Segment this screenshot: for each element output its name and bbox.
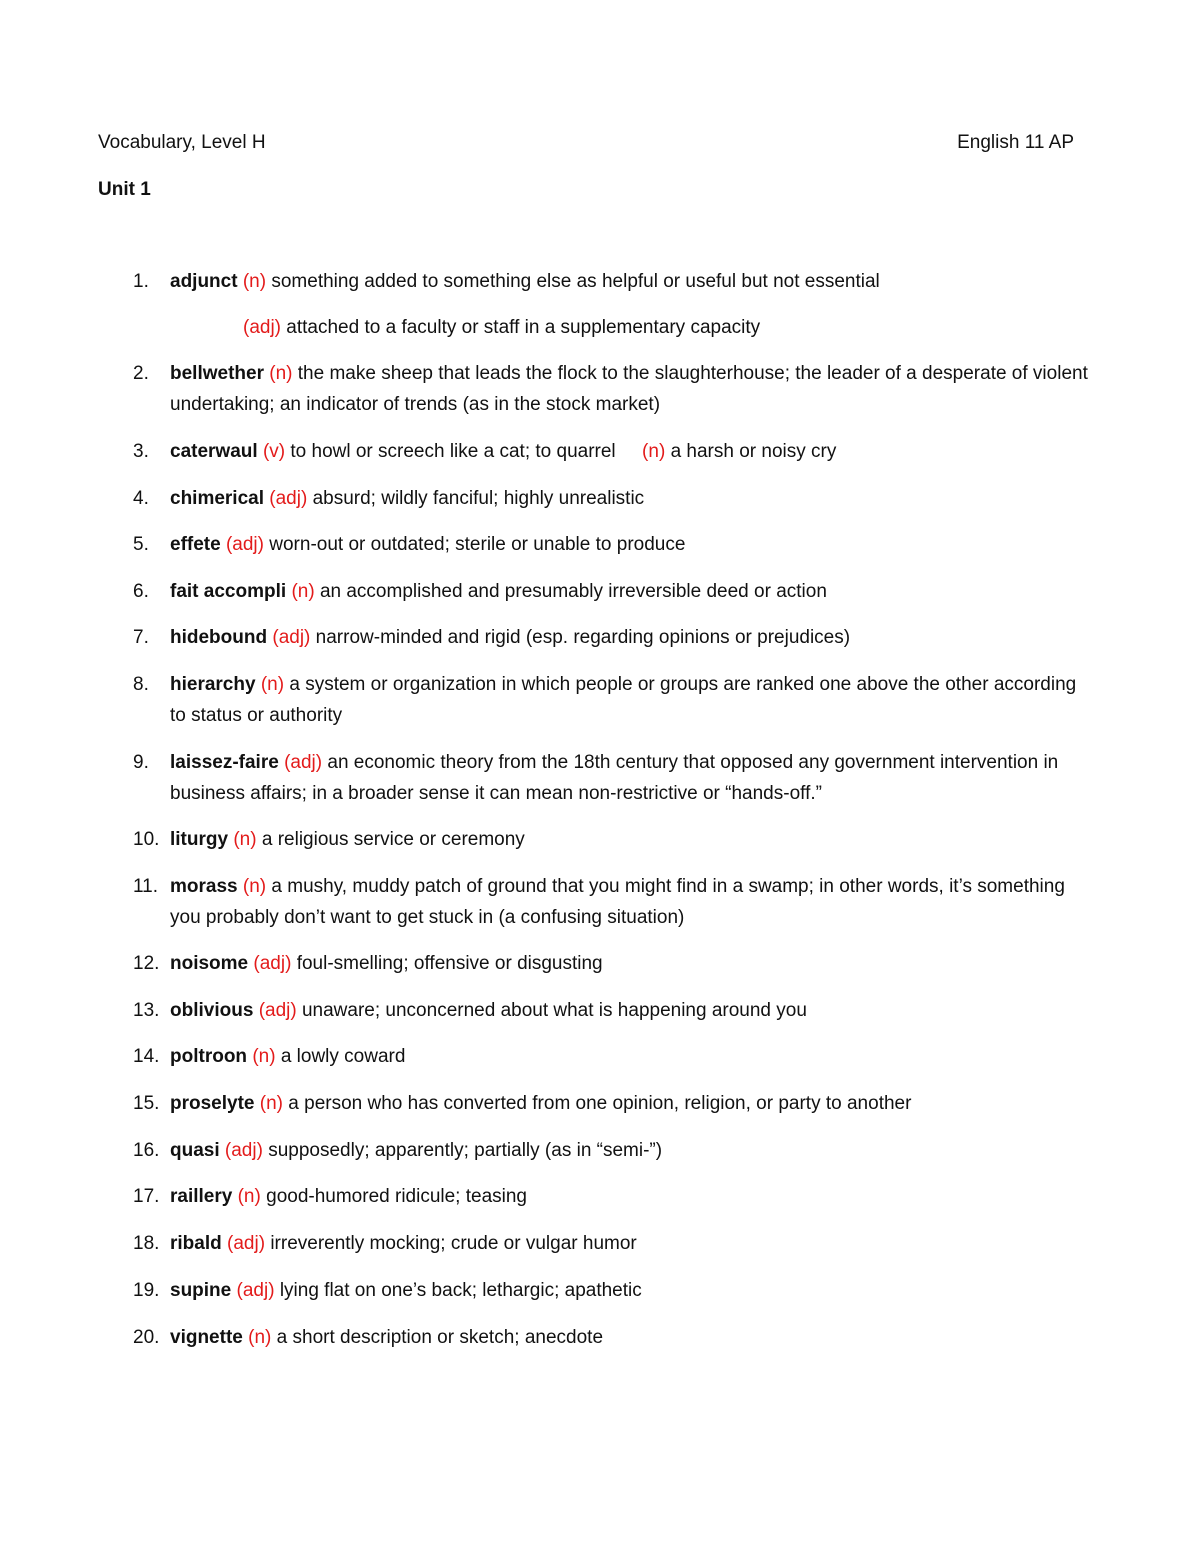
part-of-speech: (n) [242,876,267,897]
vocab-entry [133,1322,1093,1353]
entry-body [170,358,1093,420]
entry-number: 8. [133,674,149,695]
entry-body [170,1275,1093,1306]
entry-body [170,483,1093,514]
vocab-term: fait accompli [170,581,287,602]
part-of-speech: (n) [260,674,285,695]
vocab-term: raillery [170,1186,233,1207]
part-of-speech: (n) [237,1186,261,1207]
part-of-speech: (adj) [236,1280,275,1301]
part-of-speech: (n) [259,1093,283,1114]
vocab-entry [133,747,1093,809]
vocab-term: poltroon [170,1046,248,1067]
vocab-term: quasi [170,1140,220,1161]
entry-number: 18. [133,1233,160,1254]
definition: an accomplished and presumably irreversible deed or action [319,581,827,602]
vocab-term: proselyte [170,1093,255,1114]
definition: something added to something else as helpful or useful but not essential [271,271,880,292]
vocab-term: morass [170,876,238,897]
definition: a system or organization in which people or groups are ranked one above the other according to status or authority [170,674,1077,726]
entry-body [170,1322,1093,1353]
part-of-speech: (n) [269,363,293,384]
definition: supposedly; apparently; partially (as in “semi-”) [268,1140,663,1161]
definition: narrow-minded and rigid (esp. regarding opinions or prejudices) [315,627,851,648]
entry-body [170,529,1093,560]
vocab-entry [133,669,1093,731]
vocab-entry [133,622,1093,653]
unit-title: Unit 1 [98,179,151,200]
part-of-speech: (adj) [284,752,323,773]
entry-body [170,824,1093,855]
entry-number: 3. [133,441,149,462]
vocab-term: oblivious [170,1000,254,1021]
part-of-speech: (n) [248,1327,272,1348]
entry-body [170,1181,1093,1212]
page-header [98,130,1074,156]
entry-number: 11. [133,876,159,897]
definition: foul-smelling; offensive or disgusting [296,953,603,974]
secondary-definition-line [243,312,760,343]
entry-number: 1. [133,271,149,292]
vocab-term: hidebound [170,627,268,648]
vocab-term: effete [170,534,221,555]
definition: worn-out or outdated; sterile or unable to produce [269,534,686,555]
entry-number: 9. [133,752,149,773]
definition-secondary: a harsh or noisy cry [670,441,837,462]
definition: to howl or screech like a cat; to quarrel [290,441,616,462]
vocab-entry [133,1275,1093,1306]
entry-number: 17. [133,1186,160,1207]
vocab-entry [133,1181,1093,1212]
part-of-speech: (n) [291,581,315,602]
vocab-term: liturgy [170,829,229,850]
vocab-term: bellwether [170,363,264,384]
vocab-entry [133,824,1093,855]
entry-number: 12. [133,953,160,974]
entry-number: 19. [133,1280,160,1301]
course-level: Vocabulary, Level H [98,132,266,153]
definition: absurd; wildly fanciful; highly unrealistic [312,488,645,509]
definition: a short description or sketch; anecdote [276,1327,604,1348]
definition: unaware; unconcerned about what is happening around you [301,1000,807,1021]
vocab-term: ribald [170,1233,222,1254]
entry-body [170,871,1093,933]
vocab-entry [133,1228,1093,1259]
part-of-speech: (adj) [227,1233,266,1254]
vocab-term: adjunct [170,271,238,292]
vocab-entry [133,995,1093,1026]
vocab-entry [133,483,1093,514]
entry-number: 13. [133,1000,160,1021]
definition: irreverently mocking; crude or vulgar humor [270,1233,637,1254]
vocab-entry [133,358,1093,420]
entry-number: 2. [133,363,149,384]
entry-body [170,1088,1093,1119]
part-of-speech: (n) [242,271,267,292]
part-of-speech: (adj) [272,627,311,648]
vocab-entry [133,948,1093,979]
entry-number: 7. [133,627,149,648]
definition: a religious service or ceremony [261,829,525,850]
entry-number: 5. [133,534,149,555]
part-of-speech: (adj) [253,953,292,974]
part-of-speech: (v) [262,441,286,462]
vocab-entry [133,576,1093,607]
entry-number: 10. [133,829,160,850]
part-of-speech-secondary: (n) [642,441,666,462]
vocab-entry [133,529,1093,560]
part-of-speech: (adj) [258,1000,297,1021]
entry-number: 4. [133,488,149,509]
entry-body [170,576,1093,607]
entry-body [170,747,1093,809]
entry-body [170,948,1093,979]
entry-number: 20. [133,1327,160,1348]
entry-body [170,622,1093,653]
vocab-entry [133,1088,1093,1119]
entry-number: 14. [133,1046,160,1067]
vocab-term: vignette [170,1327,243,1348]
entry-body [170,1135,1093,1166]
vocab-term: laissez-faire [170,752,279,773]
entry-number: 6. [133,581,149,602]
entry-body [170,669,1093,731]
entry-body [170,1228,1093,1259]
definition: lying flat on one’s back; lethargic; apathetic [279,1280,642,1301]
definition-secondary: attached to a faculty or staff in a supplementary capacity [286,317,761,338]
entry-body [170,266,1093,297]
course-name: English 11 AP [957,132,1074,153]
part-of-speech: (adj) [269,488,308,509]
entry-body [170,436,1093,467]
definition: a person who has converted from one opinion, religion, or party to another [288,1093,912,1114]
definition: a lowly coward [280,1046,406,1067]
definition: the make sheep that leads the flock to the slaughterhouse; the leader of a desperate of violent undertaking; an indicator of trends (as in the stock market) [170,363,1088,415]
definition: a mushy, muddy patch of ground that you might find in a swamp; in other words, it’s something you probably don’t want to get stuck in (a confusing situation) [170,876,1065,928]
entry-body [170,1041,1093,1072]
vocab-entry [133,1135,1093,1166]
vocab-term: hierarchy [170,674,256,695]
entry-body [170,995,1093,1026]
vocab-entry [133,871,1093,933]
entry-number: 15. [133,1093,160,1114]
part-of-speech: (n) [233,829,257,850]
vocab-term: caterwaul [170,441,258,462]
vocab-term: noisome [170,953,249,974]
part-of-speech-secondary: (adj) [243,317,282,338]
vocab-entry [133,436,1093,467]
vocab-term: chimerical [170,488,264,509]
vocab-entry [133,1041,1093,1072]
definition: an economic theory from the 18th century that opposed any government intervention in business affairs; in a broader sense it can mean non-restrictive or “hands-off.” [170,752,1059,804]
part-of-speech: (adj) [225,534,264,555]
vocab-term: supine [170,1280,232,1301]
vocab-entry [133,266,1093,297]
part-of-speech: (adj) [224,1140,263,1161]
part-of-speech: (n) [252,1046,276,1067]
definition: good-humored ridicule; teasing [266,1186,528,1207]
entry-number: 16. [133,1140,160,1161]
